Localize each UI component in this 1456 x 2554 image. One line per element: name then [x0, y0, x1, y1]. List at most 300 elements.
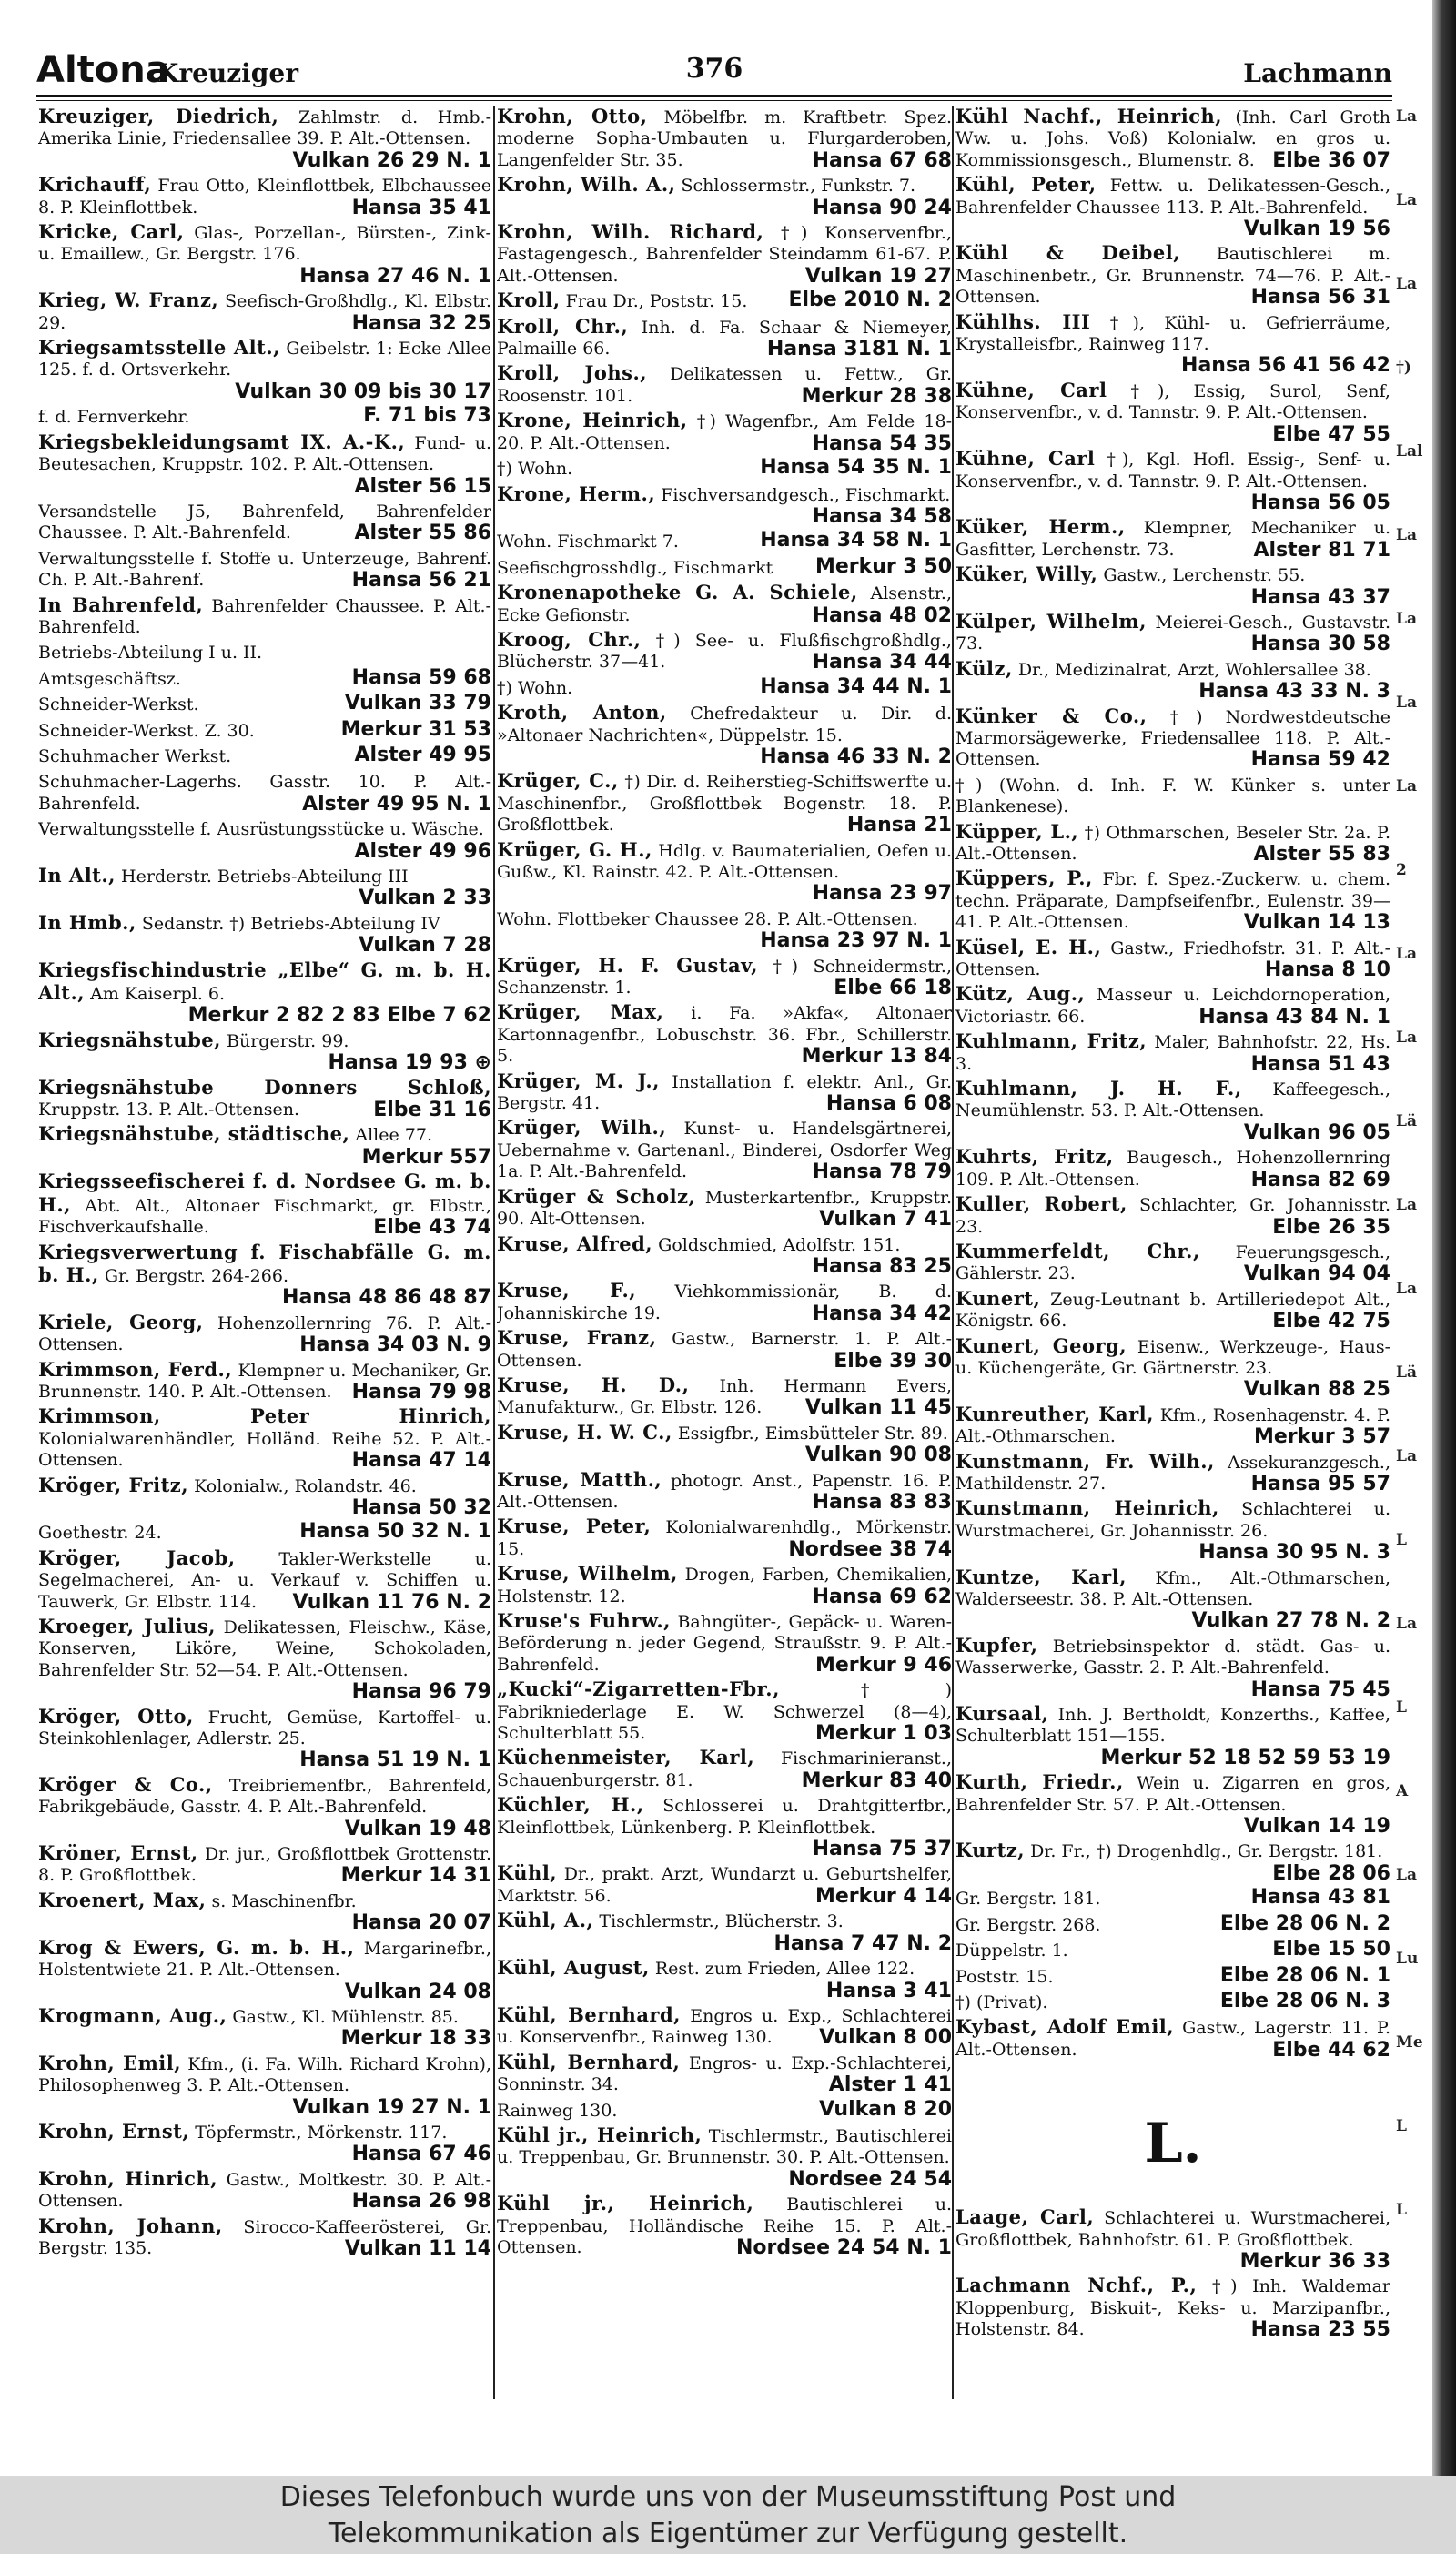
entry-details: Gastw., Kl. Mühlenstr. 85.: [232, 2006, 459, 2027]
entry-details: Kfm., Alt.-Othmarschen, Walderseestr. 38. P. Alt.-Ottensen.: [956, 1567, 1390, 1609]
entry-name: Kroth, Anton,: [497, 701, 667, 725]
entry-name: Küker, Herm.,: [956, 515, 1126, 539]
entry-name: Krieg, W. Franz,: [38, 289, 219, 312]
entry-name: Krog & Ewers, G. m. b. H.,: [38, 1935, 355, 1959]
entry-name: Kunstmann, Heinrich,: [956, 1496, 1219, 1520]
entry-name: Kröger & Co.,: [38, 1772, 213, 1796]
directory-entry: [956, 2275, 1390, 2340]
entry-name: Kröger, Jacob,: [38, 1546, 236, 1569]
margin-fragment: L: [1396, 1698, 1407, 1717]
directory-entry: [497, 1957, 952, 2002]
directory-entry: [497, 676, 952, 699]
entry-name: Krüger, M. J.,: [497, 1069, 660, 1092]
page-number: 376: [685, 53, 743, 85]
margin-fragment: L: [1396, 2201, 1407, 2219]
entry-phone: Vulkan 90 08: [804, 1444, 952, 1467]
entry-name: Krohn, Wilh. Richard,: [497, 220, 764, 244]
entry-details: Kaffeegesch., Neumühlenstr. 53. P. Alt.-Ottensen.: [956, 1079, 1390, 1121]
entry-name: Kruse, Peter,: [497, 1515, 652, 1538]
entry-phone: Hansa 75 45: [1250, 1677, 1390, 1701]
directory-entry: [497, 410, 952, 454]
margin-fragment: La: [1396, 275, 1417, 293]
entry-details: Töpfermstr., Mörkenstr. 117.: [195, 2122, 448, 2143]
entry-phone: Hansa 34 03 N. 9: [299, 1333, 491, 1357]
entry-phone: Hansa 30 58: [1250, 633, 1390, 656]
header-city: Altona: [36, 49, 170, 91]
directory-entry: [497, 907, 952, 952]
entry-details: †) Nordwestdeutsche Marmorsägewerke, Friedensallee 118. P. Alt.-Ottensen.: [956, 706, 1390, 770]
header-rule: [36, 95, 1392, 97]
directory-entry: [956, 1939, 1390, 1961]
directory-entry: [956, 1078, 1390, 1143]
directory-entry: [497, 1515, 952, 1560]
entry-phone: Vulkan 94 04: [1243, 1262, 1390, 1286]
entry-name: Kupfer,: [956, 1633, 1038, 1657]
entry-phone: Vulkan 2 33: [359, 887, 491, 910]
directory-entry: [956, 1913, 1390, 1936]
entry-name: Küchenmeister, Karl,: [497, 1746, 755, 1769]
entry-name: Kroll, Johs.,: [497, 361, 648, 385]
entry-details: †) Wohn.: [497, 677, 573, 698]
entry-details: †) Wagenfbr., Am Felde 18-20. P. Alt.-Ottensen.: [497, 411, 952, 453]
entry-details: Schlachter, Gr. Johannisstr. 23.: [956, 1195, 1390, 1237]
entry-details: Fettw. u. Delikatessen-Gesch., Bahrenfelder Chaussee 113. P. Alt.-Bahrenfeld.: [956, 176, 1390, 218]
entry-phone: Hansa 34 44: [812, 651, 952, 674]
entry-phone: Vulkan 96 05: [1243, 1120, 1390, 1144]
directory-entry: [956, 1241, 1390, 1285]
directory-column-2: [497, 106, 952, 2408]
entry-phone: Hansa 56 41 56 42: [1181, 354, 1390, 378]
entry-phone: Hansa 79 98: [351, 1380, 491, 1404]
directory-entry: [956, 2016, 1390, 2061]
entry-phone: Alster 55 86: [354, 522, 491, 545]
directory-entry: [38, 865, 491, 909]
entry-name: Krone, Herm.,: [497, 481, 656, 505]
directory-entry: [38, 1359, 491, 1404]
entry-name: Küpper, L.,: [956, 819, 1079, 843]
entry-phone: Nordsee 24 54 N. 1: [735, 2235, 952, 2259]
entry-details: †) Othmarschen, Beseler Str. 2a. P. Alt.-Ottensen.: [956, 822, 1390, 864]
directory-entry: [38, 1475, 491, 1519]
entry-details: Meierei-Gesch., Gustavstr. 73.: [956, 612, 1390, 654]
entry-details: Seefischgrosshdlg., Fischmarkt: [497, 557, 774, 578]
entry-phone: Elbe 39 30: [834, 1349, 952, 1373]
entry-name: Kroeger, Julius,: [38, 1615, 216, 1637]
directory-entry: [956, 380, 1390, 445]
entry-name: Kurtz,: [956, 1839, 1026, 1862]
margin-fragment: A: [1396, 1782, 1409, 1800]
directory-entry: [956, 448, 1390, 513]
entry-details: Kolonialwarenhändler, Holländ. Reihe 52. P. Alt.-Ottensen.: [38, 1428, 491, 1471]
directory-entry: [38, 1077, 491, 1121]
directory-column-3: [956, 106, 1390, 2408]
next-page-margin: [1396, 106, 1432, 2283]
margin-fragment: La: [1396, 107, 1417, 126]
directory-entry: [497, 1117, 952, 1182]
entry-name: Kruse, H. D.,: [497, 1373, 690, 1396]
directory-entry: [38, 1405, 491, 1471]
entry-phone: Hansa 43 84 N. 1: [1198, 1005, 1390, 1029]
directory-entry: [497, 106, 952, 171]
entry-details: photogr. Anst., Papenstr. 16. P. Alt.-Ottensen.: [497, 1470, 952, 1512]
entry-details: i. Fa. »Akfa«, Altonaer Kartonnagenfbr., Lobuschstr. 36. Fbr., Schillerstr. 5.: [497, 1003, 952, 1067]
entry-details: †), Essig, Surol, Senf, Konservenfbr., v. d. Tannstr. 9. P. Alt.-Ottensen.: [956, 380, 1390, 423]
margin-fragment: La: [1396, 1866, 1417, 1884]
entry-phone: Nordsee 38 74: [788, 1537, 952, 1561]
entry-name: Krone, Heinrich,: [497, 409, 688, 432]
directory-entry: [497, 1374, 952, 1419]
entry-name: Küsel, E. H.,: [956, 935, 1102, 958]
entry-details: Goethestr. 24.: [38, 1523, 162, 1544]
entry-details: Inh. d. Fa. Schaar & Niemeyer, Palmaille 66.: [497, 317, 952, 360]
entry-name: Kriegsfischindustrie „Elbe“ G. m. b. H. Alt.,: [38, 958, 491, 1005]
entry-details: Installation f. elektr. Anl., Gr. Bergstr. 41.: [497, 1071, 952, 1114]
directory-entry: [956, 1703, 1390, 1769]
margin-fragment: Lu: [1396, 1950, 1419, 1968]
entry-name: Krüger, Max,: [497, 1000, 664, 1024]
directory-entry: [956, 1030, 1390, 1075]
directory-entry: [497, 1422, 952, 1466]
entry-details: †), Kühl- u. Gefrierräume, Krystalleisfbr., Rainweg 117.: [956, 312, 1390, 355]
directory-entry: [497, 1862, 952, 1907]
entry-details: f. d. Fernverkehr.: [38, 407, 190, 428]
directory-entry: [38, 1123, 491, 1168]
entry-name: In Bahrenfeld,: [38, 593, 204, 616]
entry-name: Kruse's Fuhrw.,: [497, 1609, 671, 1632]
entry-phone: Elbe 44 62: [1272, 2038, 1390, 2062]
entry-name: Kummerfeldt, Chr.,: [956, 1239, 1200, 1262]
entry-phone: Elbe 28 06 N. 3: [1219, 1989, 1390, 2012]
entry-name: Kühl, Bernhard,: [497, 2050, 681, 2073]
directory-entry: [497, 2124, 952, 2190]
entry-name: Krohn, Wilh. A.,: [497, 173, 676, 197]
margin-fragment: †): [1396, 359, 1411, 377]
margin-fragment: La: [1396, 1196, 1417, 1214]
margin-fragment: La: [1396, 526, 1417, 544]
directory-entry: [956, 1566, 1390, 1632]
entry-phone: Merkur 28 38: [801, 384, 952, 408]
entry-name: Kühl & Deibel,: [956, 241, 1181, 265]
entry-name: Külz,: [956, 656, 1013, 680]
entry-details: Fund- u. Beutesachen, Kruppstr. 102. P. Alt.-Ottensen.: [38, 432, 491, 475]
entry-details: Goldschmied, Adolfstr. 151.: [658, 1234, 901, 1255]
entry-phone: Merkur 3 50: [814, 554, 952, 578]
entry-phone: Elbe 47 55: [1272, 422, 1390, 446]
entry-details: Fischmarinieranst., Schauenburgerstr. 81.: [497, 1748, 952, 1790]
entry-name: Kriegsamtsstelle Alt.,: [38, 336, 280, 360]
entry-name: Kühlhs. III: [956, 309, 1091, 333]
entry-details: Amtsgeschäftsz.: [38, 668, 181, 689]
entry-phone: Merkur 14 31: [340, 1864, 491, 1888]
entry-name: Kriegsbekleidungsamt IX. A.-K.,: [38, 430, 406, 453]
entry-name: Külper, Wilhelm,: [956, 609, 1147, 633]
directory-entry: [497, 1070, 952, 1115]
directory-entry: [38, 405, 491, 428]
entry-phone: Elbe 28 06 N. 1: [1219, 1963, 1390, 1987]
entry-phone: Alster 49 95 N. 1: [302, 792, 491, 816]
entry-details: Essigfbr., Eimsbütteler Str. 89.: [677, 1423, 948, 1444]
entry-details: Betriebsinspektor d. städt. Gas- u. Wasserwerke, Gasstr. 2. P. Alt.-Bahrenfeld.: [956, 1636, 1390, 1678]
entry-details: Kruppstr. 13. P. Alt.-Ottensen.: [38, 1100, 300, 1120]
entry-details: Möbelfbr. m. Kraftbetr. Spez. moderne Sopha-Umbauten u. Flurgarderoben, Langenfelder Str. 35.: [497, 107, 952, 170]
entry-details: Klempner u. Mechaniker, Gr. Brunnenstr. 140. P. Alt.-Ottensen.: [38, 1360, 491, 1402]
entry-details: s. Maschinenfbr.: [211, 1890, 357, 1911]
margin-fragment: Lä: [1396, 1363, 1417, 1382]
directory-entry: [956, 658, 1390, 703]
entry-details: Dr., prakt. Arzt, Wundarzt u. Geburtshelfer, Marktstr. 56.: [497, 1864, 952, 1906]
entry-name: Kühl, August,: [497, 1956, 650, 1980]
entry-phone: Vulkan 27 78 N. 2: [1191, 1609, 1390, 1633]
entry-phone: Vulkan 26 29 N. 1: [292, 148, 491, 172]
entry-details: (Inh. Carl Groth Ww. u. Johs. Voß) Kolonialw. en gros u. Kommissionsgesch., Blumenstr. 8.: [956, 107, 1390, 170]
footer-line-1: Dieses Telefonbuch wurde uns von der Museumsstiftung Post und: [279, 2481, 1177, 2513]
entry-phone: Hansa 47 14: [351, 1449, 491, 1473]
entry-name: Künker & Co.,: [956, 704, 1148, 727]
column-divider: [493, 106, 495, 2399]
entry-phone: Merkur 3 57: [1253, 1425, 1390, 1449]
entry-name: Kühl,: [497, 1861, 558, 1885]
directory-entry: [497, 955, 952, 999]
entry-phone: Merkur 18 33: [340, 2027, 491, 2051]
entry-details: Gr. Bergstr. 181.: [956, 1889, 1101, 1910]
directory-entry: [956, 1288, 1390, 1333]
entry-phone: Hansa 43 81: [1250, 1886, 1390, 1910]
directory-entry: [497, 1186, 952, 1231]
entry-details: Maler, Bahnhofstr. 22, Hs. 3.: [956, 1032, 1390, 1074]
entry-details: Frau Dr., Poststr. 15.: [565, 291, 748, 312]
entry-name: Kühne, Carl: [956, 447, 1096, 471]
directory-entry: [956, 774, 1390, 818]
entry-name: In Hmb.,: [38, 910, 136, 934]
entry-phone: Elbe 42 75: [1272, 1310, 1390, 1333]
entry-name: Krimmson, Ferd.,: [38, 1357, 233, 1381]
entry-name: Kühl jr., Heinrich,: [497, 2192, 754, 2215]
directory-column-1: [38, 106, 491, 2408]
directory-entry: [956, 1887, 1390, 1910]
entry-phone: Merkur 31 53: [340, 717, 491, 741]
entry-name: Kröger, Fritz,: [38, 1473, 189, 1496]
entry-details: †) Dir. d. Reiherstieg-Schiffswerfte u. Maschinenfbr., Großflottbek Bogenstr. 18. P. Großflottbek.: [497, 772, 952, 836]
entry-phone: Hansa 56 31: [1250, 286, 1390, 309]
entry-phone: Elbe 28 06: [1272, 1861, 1390, 1885]
entry-name: Kuller, Robert,: [956, 1192, 1127, 1216]
entry-details: Gr. Bergstr. 268.: [956, 1914, 1101, 1935]
directory-entry: [497, 556, 952, 579]
directory-entry: [38, 547, 491, 592]
directory-entry: [497, 1678, 952, 1744]
entry-name: Krohn, Hinrich,: [38, 2166, 218, 2190]
entry-name: Kühl, A.,: [497, 1909, 594, 1932]
margin-fragment: L: [1396, 2117, 1407, 2135]
directory-entry: [38, 1890, 491, 1934]
entry-phone: Hansa 43 33 N. 3: [1198, 680, 1390, 704]
entry-details: Inh. J. Bertholdt, Konzerths., Kaffee, Schulterblatt 151—155.: [956, 1705, 1390, 1747]
entry-details: Sedanstr. †) Betriebs-Abteilung IV: [141, 913, 440, 934]
entry-name: Kybast, Adolf Emil,: [956, 2015, 1175, 2039]
entry-details: Bautischlerei u. Treppenbau, Holländische Reihe 15. P. Alt.-Ottensen.: [497, 2194, 952, 2257]
entry-name: In Alt.,: [38, 864, 116, 887]
directory-entry: [38, 2005, 491, 2050]
directory-entry: [38, 594, 491, 639]
entry-name: Küchler, H.,: [497, 1793, 644, 1817]
entry-details: Glas-, Porzellan-, Bürsten-, Zink- u. Emaillew., Gr. Bergstr. 176.: [38, 223, 491, 265]
entry-phone: Alster 81 71: [1253, 538, 1390, 562]
directory-entry: [38, 289, 491, 334]
entry-name: Krüger, C.,: [497, 769, 619, 793]
entry-details: Viehkommissionär, B. d. Johanniskirche 19.: [497, 1282, 952, 1323]
entry-details: Schneider-Werkst.: [38, 694, 199, 715]
directory-entry: [38, 2215, 491, 2260]
directory-entry: [956, 867, 1390, 933]
entry-name: Krüger, H. F. Gustav,: [497, 953, 758, 977]
directory-entry: [497, 629, 952, 674]
entry-name: Krogmann, Aug.,: [38, 2003, 228, 2027]
entry-details: Gastw., Moltkestr. 30. P. Alt.-Ottensen.: [38, 2169, 491, 2212]
directory-entry: [38, 959, 491, 1027]
directory-entry: [956, 821, 1390, 866]
entry-name: Küppers, P.,: [956, 867, 1093, 890]
entry-phone: Vulkan 7 41: [819, 1208, 952, 1231]
entry-name: Kroog, Chr.,: [497, 627, 642, 651]
entry-phone: Vulkan 11 76 N. 2: [292, 1590, 491, 1614]
entry-phone: Hansa 48 86 48 87: [282, 1286, 491, 1310]
directory-entry: [38, 817, 491, 862]
directory-entry: [38, 2121, 491, 2165]
entry-phone: Hansa 30 95 N. 3: [1198, 1541, 1390, 1565]
directory-entry: [38, 1937, 491, 2002]
entry-details: Klempner, Mechaniker u. Gasfitter, Lerchenstr. 73.: [956, 518, 1390, 560]
entry-phone: Hansa 43 37: [1250, 585, 1390, 609]
entry-phone: Vulkan 33 79: [344, 692, 491, 715]
directory-entry: [956, 174, 1390, 239]
directory-entry: [38, 1616, 491, 1703]
directory-entry: [497, 770, 952, 836]
entry-phone: Hansa 50 32 N. 1: [299, 1520, 491, 1544]
entry-details: Schuhmacher-Lagerhs. Gasstr. 10. P. Alt.-Bahrenfeld.: [38, 772, 491, 814]
directory-entry: [38, 1029, 491, 1074]
margin-fragment: La: [1396, 1280, 1417, 1298]
directory-entry: [956, 1497, 1390, 1563]
entry-phone: Hansa 51 43: [1250, 1052, 1390, 1076]
directory-entry: [38, 174, 491, 218]
entry-name: Kuhlmann, Fritz,: [956, 1029, 1148, 1053]
directory-entry: [956, 1193, 1390, 1238]
entry-details: Delikatessen u. Fettw., Gr. Roosenstr. 101.: [497, 364, 952, 406]
entry-name: Krüger, Wilh.,: [497, 1116, 667, 1140]
entry-name: Kuhlmann, J. H. F.,: [956, 1077, 1242, 1100]
entry-phone: Merkur 13 84: [801, 1045, 952, 1069]
entry-phone: Merkur 52 18 52 59 53 19: [1100, 1746, 1390, 1769]
entry-details: †) Schneidermstr., Schanzenstr. 1.: [497, 956, 952, 998]
entry-phone: Hansa 59 68: [351, 665, 491, 689]
entry-phone: Vulkan 11 45: [804, 1396, 952, 1420]
entry-name: „Kucki“-Zigarretten-Fbr.,: [497, 1677, 780, 1701]
entry-details: Schneider-Werkst. Z. 30.: [38, 720, 255, 741]
directory-entry: [956, 1991, 1390, 2013]
directory-entry: [497, 1794, 952, 1860]
directory-entry: [956, 1839, 1390, 1884]
entry-phone: Hansa 3181 N. 1: [766, 338, 952, 361]
entry-phone: Vulkan 8 20: [819, 2097, 952, 2121]
entry-details: Kolonialwarenhdlg., Mörkenstr. 15.: [497, 1517, 952, 1559]
entry-phone: Hansa 48 02: [812, 603, 952, 627]
entry-phone: Merkur 4 14: [814, 1884, 952, 1908]
entry-details: Verwaltungsstelle f. Ausrüstungsstücke u. Wäsche.: [38, 819, 484, 840]
entry-details: Engros- u. Exp.-Schlachterei, Sonninstr. 34.: [497, 2052, 952, 2095]
entry-name: Kunert,: [956, 1286, 1041, 1310]
entry-phone: Hansa 3 41: [825, 1979, 952, 2002]
margin-fragment: La: [1396, 1615, 1417, 1633]
entry-name: Kühl, Bernhard,: [497, 2002, 681, 2026]
entry-details: Dr. jur., Großflottbek Grottenstr. 8. P. Großflottbek.: [38, 1844, 491, 1886]
directory-entry: [497, 1280, 952, 1324]
entry-details: Fbr. f. Spez.-Zuckerw. u. chem. techn. Präparate, Dampfseifenfbr., Eulenstr. 39—41. P. Alt.-Ottensen.: [956, 869, 1390, 933]
entry-details: Dr., Medizinalrat, Arzt, Wohlersallee 38.: [1017, 659, 1371, 680]
entry-name: Kriegsnähstube Donners Schloß,: [38, 1075, 491, 1099]
directory-entry: [38, 1312, 491, 1356]
entry-phone: Hansa 21: [846, 814, 952, 837]
entry-phone: Vulkan 14 19: [1243, 1815, 1390, 1839]
entry-phone: Vulkan 11 14: [344, 2236, 491, 2260]
entry-name: Kuhrts, Fritz,: [956, 1145, 1114, 1169]
entry-details: Margarinefbr., Holstentwiete 21. P. Alt.-Ottensen.: [38, 1938, 491, 1981]
entry-details: Wohn. Fischmarkt 7.: [497, 532, 679, 552]
entry-details: Drogen, Farben, Chemikalien, Holstenstr. 12.: [497, 1565, 952, 1606]
entry-phone: Hansa 23 97 N. 1: [760, 929, 952, 953]
entry-name: Kröger, Otto,: [38, 1704, 194, 1728]
entry-details: Eisenw., Werkzeuge-, Haus- u. Küchengeräte, Gr. Gärtnerstr. 23.: [956, 1336, 1390, 1378]
entry-details: Tischlermstr., Blücherstr. 3.: [599, 1911, 844, 1932]
entry-details: Kfm., Rosenhagenstr. 4. P. Alt.-Othmarschen.: [956, 1404, 1390, 1447]
directory-entry: [956, 1451, 1390, 1495]
entry-phone: Vulkan 8 00: [819, 2026, 952, 2050]
entry-phone: Hansa 34 44 N. 1: [760, 674, 952, 698]
header-first-keyword: Kreuziger: [157, 58, 298, 88]
entry-details: Wein u. Zigarren en gros, Bahrenfelder Str. 57. P. Alt.-Ottensen.: [956, 1773, 1390, 1815]
entry-name: Kühl Nachf., Heinrich,: [956, 106, 1223, 127]
entry-name: Krüger, G. H.,: [497, 837, 652, 861]
entry-phone: Hansa 83 83: [812, 1490, 952, 1514]
entry-name: Krichauff,: [38, 173, 152, 197]
entry-details: Düppelstr. 1.: [956, 1941, 1068, 1961]
directory-entry: [497, 839, 952, 905]
directory-entry: [497, 457, 952, 480]
entry-name: Kriegsverwertung f. Fischabfälle G. m. b. H.,: [38, 1240, 491, 1286]
directory-entry: [38, 2052, 491, 2118]
entry-phone: Vulkan 88 25: [1243, 1378, 1390, 1402]
entry-phone: Alster 49 96: [354, 839, 491, 863]
entry-phone: Hansa 23 97: [812, 882, 952, 906]
directory-entry: [38, 770, 491, 815]
entry-phone: Hansa 59 42: [1250, 748, 1390, 772]
entry-name: Kricke, Carl,: [38, 220, 185, 244]
entry-details: Sirocco-Kaffeerösterei, Gr. Bergstr. 135.: [38, 2216, 491, 2258]
directory-entry: [956, 1404, 1390, 1448]
entry-details: Rainweg 130.: [497, 2100, 618, 2121]
margin-fragment: La: [1396, 1029, 1417, 1047]
entry-phone: Hansa 82 69: [1250, 1168, 1390, 1191]
entry-details: Engros u. Exp., Schlachterei u. Konservenfbr., Rainweg 130.: [497, 2005, 952, 2048]
entry-phone: Hansa 95 57: [1250, 1472, 1390, 1495]
column-divider: [952, 106, 954, 2399]
directory-entry: [956, 983, 1390, 1028]
entry-details: Herderstr. Betriebs-Abteilung III: [121, 867, 409, 887]
directory-entry: [38, 1842, 491, 1887]
directory-entry: [956, 1771, 1390, 1837]
entry-name: Kurth, Friedr.,: [956, 1770, 1124, 1794]
entry-phone: Merkur 36 33: [1239, 2249, 1390, 2273]
entry-details: Kolonialw., Rolandstr. 46.: [194, 1475, 417, 1496]
